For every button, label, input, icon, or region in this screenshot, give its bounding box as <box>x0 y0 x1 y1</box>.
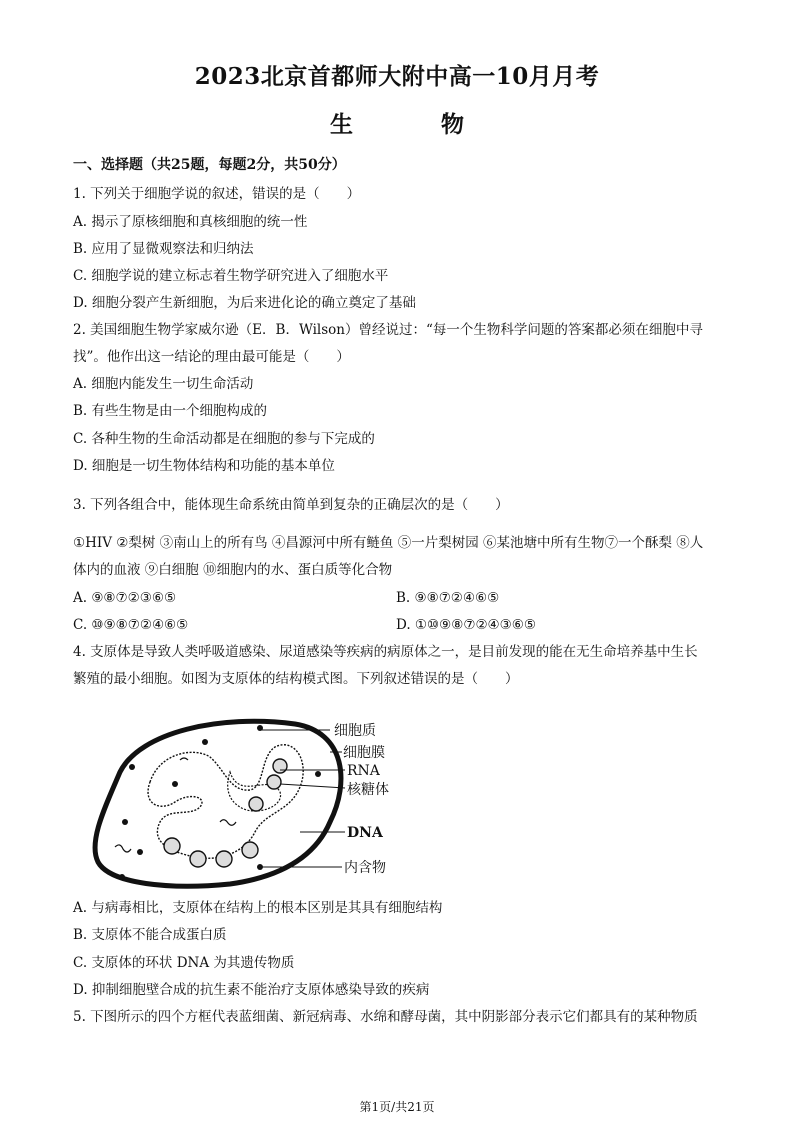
q1-stem: 1. 下列关于细胞学说的叙述，错误的是（ ） <box>73 186 361 202</box>
inclusion-dot <box>122 819 128 825</box>
section-heading: 一、选择题（共25题，每题2分，共50分） <box>73 157 346 173</box>
label-cell-membrane: 细胞膜 <box>343 745 385 761</box>
ribosome <box>249 797 263 811</box>
q4-option-d: D. 抑制细胞壁合成的抗生素不能治疗支原体感染导致的疾病 <box>73 982 430 998</box>
q4-stem-line2: 繁殖的最小细胞。如图为支原体的结构模式图。下列叙述错误的是（ ） <box>73 671 519 687</box>
leader-line <box>280 784 345 788</box>
ribosome <box>242 842 258 858</box>
q2-option-a: A. 细胞内能发生一切生命活动 <box>73 376 254 392</box>
q3-items-line2: 体内的血液 ⑨白细胞 ⑩细胞内的水、蛋白质等化合物 <box>73 562 393 578</box>
q4-option-b: B. 支原体不能合成蛋白质 <box>73 927 227 943</box>
q1-option-a: A. 揭示了原核细胞和真核细胞的统一性 <box>73 214 308 230</box>
ribosome <box>273 759 287 773</box>
q3-option-c: C. ⑩⑨⑧⑦②④⑥⑤ <box>73 617 189 633</box>
q2-stem-line2: 找”。他作出这一结论的理由最可能是（ ） <box>73 349 350 365</box>
q4-stem-line1: 4. 支原体是导致人类呼吸道感染、尿道感染等疾病的病原体之一，是目前发现的能在无生命培养基中生长 <box>73 644 698 660</box>
label-inclusion: 内含物 <box>344 860 386 876</box>
q5-stem: 5. 下图所示的四个方框代表蓝细菌、新冠病毒、水绵和酵母菌，其中阴影部分表示它们都具有的某种物质 <box>73 1009 698 1025</box>
q1-option-b: B. 应用了显微观察法和归纳法 <box>73 241 254 257</box>
q3-items-line1: ①HIV ②梨树 ③南山上的所有鸟 ④昌源河中所有鲢鱼 ⑤一片梨树园 ⑥某池塘中所有生物⑦一个酥梨 ⑧人 <box>73 535 704 551</box>
q2-option-d: D. 细胞是一切生物体结构和功能的基本单位 <box>73 458 335 474</box>
inclusion-dot <box>119 874 125 880</box>
inclusion-dot <box>202 739 208 745</box>
rna-squiggle <box>115 845 131 852</box>
ribosome <box>190 851 206 867</box>
q4-option-c: C. 支原体的环状 DNA 为其遗传物质 <box>73 955 295 971</box>
q3-option-d: D. ①⑩⑨⑧⑦②④③⑥⑤ <box>396 617 536 633</box>
page-footer: 第1页/共21页 <box>359 1100 435 1114</box>
q1-option-c: C. 细胞学说的建立标志着生物学研究进入了细胞水平 <box>73 268 389 284</box>
inclusion-dot <box>172 781 178 787</box>
label-cytoplasm: 细胞质 <box>334 723 376 739</box>
inclusion-dot <box>315 771 321 777</box>
label-dna: DNA <box>347 825 383 841</box>
label-ribosome: 核糖体 <box>347 782 389 798</box>
q3-option-b: B. ⑨⑧⑦②④⑥⑤ <box>396 590 500 606</box>
q3-stem: 3. 下列各组合中，能体现生命系统由简单到复杂的正确层次的是（ ） <box>73 497 509 513</box>
q3-option-a: A. ⑨⑧⑦②③⑥⑤ <box>73 590 177 606</box>
q2-option-c: C. 各种生物的生命活动都是在细胞的参与下完成的 <box>73 431 375 447</box>
q4-option-a: A. 与病毒相比，支原体在结构上的根本区别是其具有细胞结构 <box>73 900 443 916</box>
rna-squiggle <box>180 758 188 760</box>
exam-subject: 生 物 <box>329 111 504 138</box>
mycoplasma-diagram <box>80 712 420 892</box>
q2-stem-line1: 2. 美国细胞生物学家威尔逊（E．B．Wilson）曾经说过：“每一个生物科学问题的答案都必须在细胞中寻 <box>73 322 703 338</box>
q1-option-d: D. 细胞分裂产生新细胞，为后来进化论的确立奠定了基础 <box>73 295 416 311</box>
ribosome <box>164 838 180 854</box>
inclusion-dot <box>129 764 135 770</box>
label-rna: RNA <box>347 763 380 779</box>
q2-option-b: B. 有些生物是由一个细胞构成的 <box>73 403 268 419</box>
rna-squiggle <box>220 820 236 826</box>
ribosome <box>267 775 281 789</box>
inclusion-dot <box>137 849 143 855</box>
exam-title: 2023北京首都师大附中高一10月月考 <box>194 63 600 90</box>
ribosome <box>216 851 232 867</box>
